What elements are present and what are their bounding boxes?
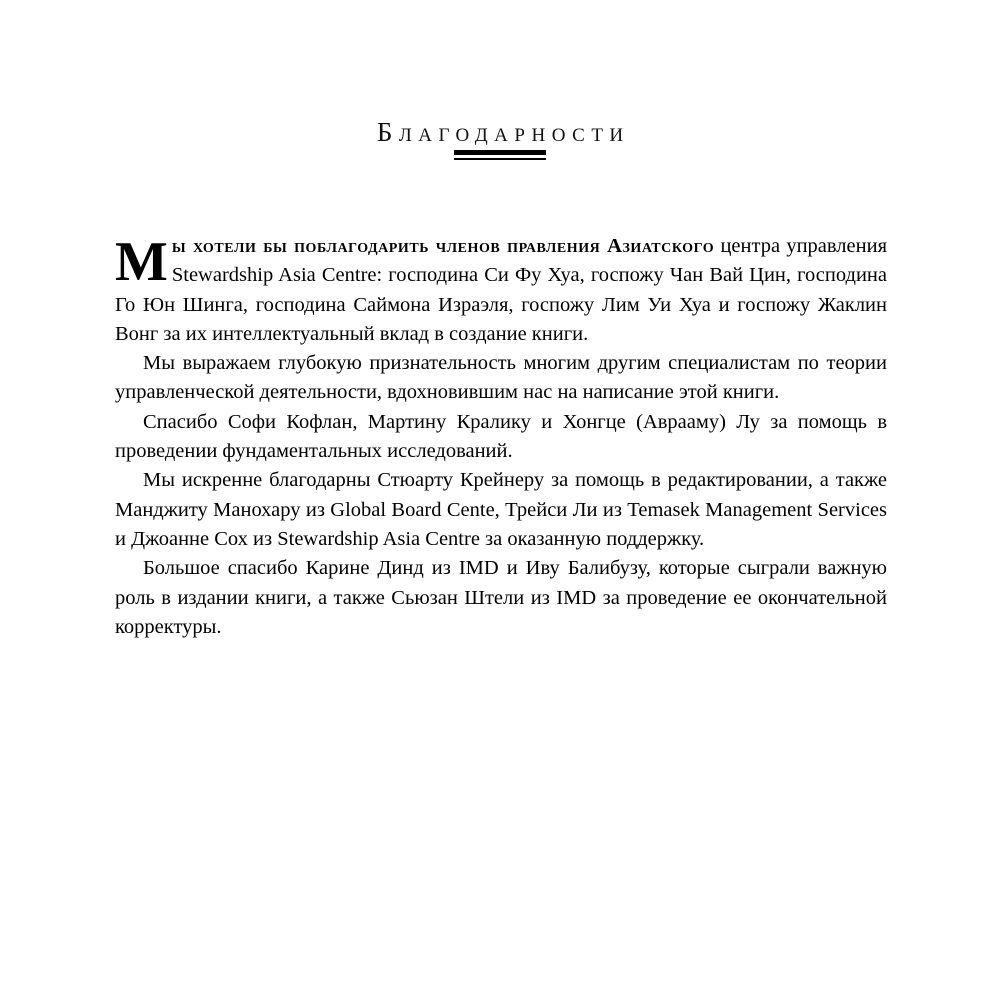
acknowledgements-body [115,232,887,642]
paragraph-1-text: центра управления Stewardship Asia Centre: господина Си Фу Хуа, госпожу Чан Вай Цин, господина Го Юн Шинга, господина Саймона Израэля, госпожу Лим Уи Хуа и госпожу Жаклин Вонг за их интеллектуальный вклад в создание книги. [115,235,888,345]
paragraph-4: Мы искренне благодарны Стюарту Крейнеру за помощь в редактировании, а также Манджиту Манохару из Global Board Cente, Трейси Ли из Temasek Management Services и Джоанне Сох из Stewardship Asia Centre за оказанную поддержку. [115,469,887,550]
paragraph-2: Мы выражаем глубокую признательность многим другим специалистам по теории управленческой деятельности, вдохновившим нас на написание этой книги. [115,352,887,404]
paragraph-3: Спасибо Софи Кофлан, Мартину Кралику и Хонгце (Аврааму) Лу за помощь в проведении фундаментальных исследований. [115,410,887,463]
page-title: Благодарности [376,117,630,148]
drop-cap-letter: М [115,231,168,293]
paragraph-5: Большое спасибо Карине Динд из IMD и Иву Балибузу, которые сыграли важную роль в издании книги, а также Сьюзан Штели из IMD за проведение ее окончательной корректуры. [115,557,887,638]
title-divider-rule [0,150,1000,160]
paragraph-1 [115,232,887,349]
opening-small-caps-line: ы хотели бы поблагодарить членов правления Азиатского [171,235,715,257]
divider-thin-rule [454,158,546,160]
